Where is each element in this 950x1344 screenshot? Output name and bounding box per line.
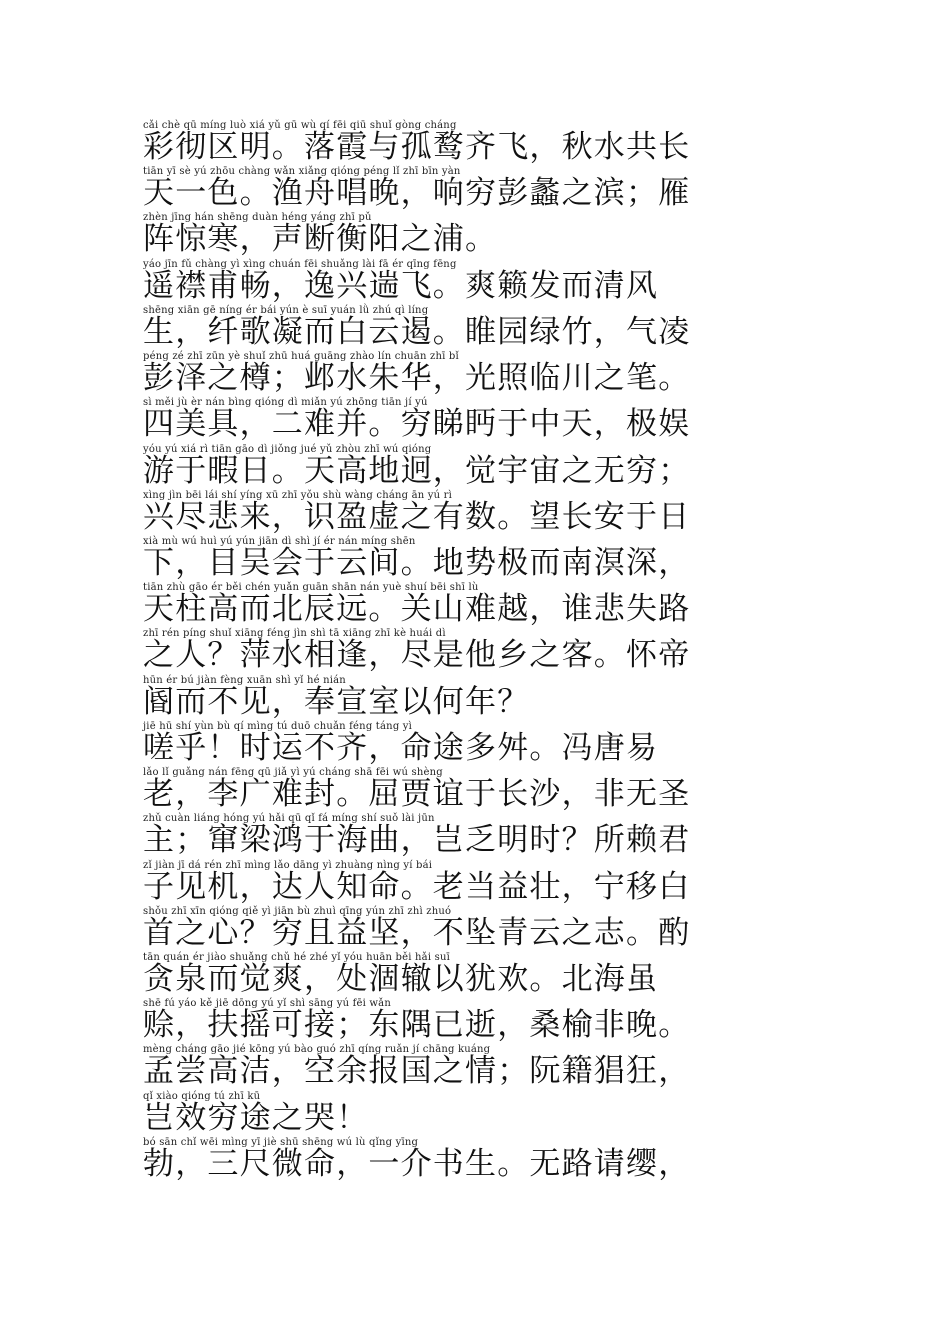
hanzi-line: 孟尝高洁，空余报国之情；阮籍猖狂， bbox=[143, 1053, 691, 1089]
text-line bbox=[143, 1137, 803, 1183]
text-line bbox=[143, 1091, 803, 1137]
text-line bbox=[143, 305, 803, 351]
text-line bbox=[143, 259, 803, 305]
text-line bbox=[143, 536, 803, 582]
hanzi-line: 兴尽悲来，识盈虚之有数。望长安于日 bbox=[143, 499, 691, 535]
text-line bbox=[143, 860, 803, 906]
hanzi-line: 天柱高而北辰远。关山难越，谁悲失路 bbox=[143, 591, 691, 627]
text-line bbox=[143, 952, 803, 998]
hanzi-line: 之人？萍水相逢，尽是他乡之客。怀帝 bbox=[143, 637, 691, 673]
hanzi-line: 遥襟甫畅，逸兴遄飞。爽籁发而清风 bbox=[143, 268, 659, 304]
text-line bbox=[143, 582, 803, 628]
text-line bbox=[143, 166, 803, 212]
text-line bbox=[143, 120, 803, 166]
pinyin-line: hūn ér bú jiàn fèng xuān shì yǐ hé nián bbox=[143, 675, 346, 686]
pinyin-line: tān quán ér jiào shuǎng chǔ hé zhé yǐ yóu huān běi hǎi suī bbox=[143, 952, 450, 963]
pinyin-line: tiān yī sè yú zhōu chàng wǎn xiǎng qióng péng lǐ zhī bīn yàn bbox=[143, 166, 461, 177]
text-line bbox=[143, 628, 803, 674]
text-line bbox=[143, 998, 803, 1044]
hanzi-line: 老，李广难封。屈贾谊于长沙，非无圣 bbox=[143, 776, 691, 812]
pinyin-line: zhèn jīng hán shēng duàn héng yáng zhī pǔ bbox=[143, 212, 372, 223]
text-line bbox=[143, 813, 803, 859]
text-line bbox=[143, 212, 803, 258]
text-line bbox=[143, 906, 803, 952]
pinyin-line: shēng xiān gē níng ér bái yún è suī yuán lǜ zhú qì líng bbox=[143, 305, 429, 316]
hanzi-line: 阍而不见，奉宣室以何年？ bbox=[143, 684, 530, 720]
text-line bbox=[143, 1044, 803, 1090]
text-line bbox=[143, 444, 803, 490]
pinyin-line: xìng jìn bēi lái shí yíng xū zhī yǒu shù wàng cháng ān yú rì bbox=[143, 490, 453, 501]
pinyin-line: tiān zhù gāo ér běi chén yuǎn guān shān nán yuè shuí bēi shī lù bbox=[143, 582, 479, 593]
pinyin-line: zǐ jiàn jī dá rén zhī mìng lǎo dāng yì zhuàng nìng yí bái bbox=[143, 860, 433, 871]
pinyin-line: péng zé zhī zūn yè shuǐ zhū huá guāng zhào lín chuān zhī bǐ bbox=[143, 351, 459, 362]
hanzi-line: 彭泽之樽；邺水朱华，光照临川之笔。 bbox=[143, 360, 691, 396]
pinyin-line: sì měi jù èr nán bìng qióng dì miǎn yú zhōng tiān jí yú bbox=[143, 397, 428, 408]
hanzi-line: 贪泉而觉爽，处涸辙以犹欢。北海虽 bbox=[143, 961, 659, 997]
pinyin-line: zhǔ cuàn liáng hóng yú hǎi qū qǐ fá míng shí suǒ lài jūn bbox=[143, 813, 435, 824]
hanzi-line: 首之心？穷且益坚，不坠青云之志。酌 bbox=[143, 915, 691, 951]
hanzi-line: 子见机，达人知命。老当益壮，宁移白 bbox=[143, 869, 691, 905]
pinyin-line: cǎi chè qū míng luò xiá yǔ gū wù qí fēi qiū shuǐ gòng cháng bbox=[143, 120, 457, 131]
pinyin-line: shē fú yáo kě jiē dōng yú yǐ shì sāng yú fēi wǎn bbox=[143, 998, 391, 1009]
hanzi-line: 天一色。渔舟唱晚，响穷彭蠡之滨；雁 bbox=[143, 175, 691, 211]
text-line bbox=[143, 397, 803, 443]
text-line bbox=[143, 351, 803, 397]
hanzi-line: 生，纤歌凝而白云遏。睢园绿竹，气凌 bbox=[143, 314, 691, 350]
hanzi-line: 赊，扶摇可接；东隅已逝，桑榆非晚。 bbox=[143, 1007, 691, 1043]
text-line bbox=[143, 767, 803, 813]
hanzi-line: 主；窜梁鸿于海曲，岂乏明时？所赖君 bbox=[143, 822, 691, 858]
pinyin-line: mèng cháng gāo jié kōng yú bào guó zhī qíng ruǎn jí chāng kuáng bbox=[143, 1044, 491, 1055]
hanzi-line: 游于暇日。天高地迥，觉宇宙之无穷； bbox=[143, 453, 691, 489]
pinyin-line: shǒu zhī xīn qióng qiě yì jiān bù zhuì qīng yún zhī zhì zhuó bbox=[143, 906, 452, 917]
hanzi-line: 四美具，二难并。穷睇眄于中天，极娱 bbox=[143, 406, 691, 442]
hanzi-line: 彩彻区明。落霞与孤鹜齐飞，秋水共长 bbox=[143, 129, 691, 165]
text-line bbox=[143, 721, 803, 767]
text-line bbox=[143, 675, 803, 721]
hanzi-line: 岂效穷途之哭！ bbox=[143, 1100, 369, 1136]
hanzi-line: 阵惊寒，声断衡阳之浦。 bbox=[143, 221, 498, 257]
pinyin-line: jiē hū shí yùn bù qí mìng tú duō chuǎn féng táng yì bbox=[143, 721, 413, 732]
pinyin-line: qǐ xiào qióng tú zhī kū bbox=[143, 1091, 261, 1102]
pinyin-line: zhī rén píng shuǐ xiāng féng jìn shì tā xiāng zhī kè huái dì bbox=[143, 628, 446, 639]
pinyin-line: yáo jīn fǔ chàng yì xìng chuán fēi shuǎng lài fā ér qīng fēng bbox=[143, 259, 457, 270]
hanzi-line: 嗟乎！时运不齐，命途多舛。冯唐易 bbox=[143, 730, 659, 766]
pinyin-line: yóu yú xiá rì tiān gāo dì jiǒng jué yǔ zhòu zhī wú qióng bbox=[143, 444, 432, 455]
pinyin-line: xià mù wú huì yú yún jiān dì shì jí ér nán míng shēn bbox=[143, 536, 416, 547]
pinyin-line: lǎo lǐ guǎng nán fēng qū jiǎ yì yú cháng shā fēi wú shèng bbox=[143, 767, 443, 778]
text-line bbox=[143, 490, 803, 536]
hanzi-line: 勃，三尺微命，一介书生。无路请缨， bbox=[143, 1146, 691, 1182]
hanzi-line: 下，目吴会于云间。地势极而南溟深， bbox=[143, 545, 691, 581]
pinyin-line: bó sān chǐ wēi mìng yī jiè shū shēng wú lù qǐng yīng bbox=[143, 1137, 419, 1148]
